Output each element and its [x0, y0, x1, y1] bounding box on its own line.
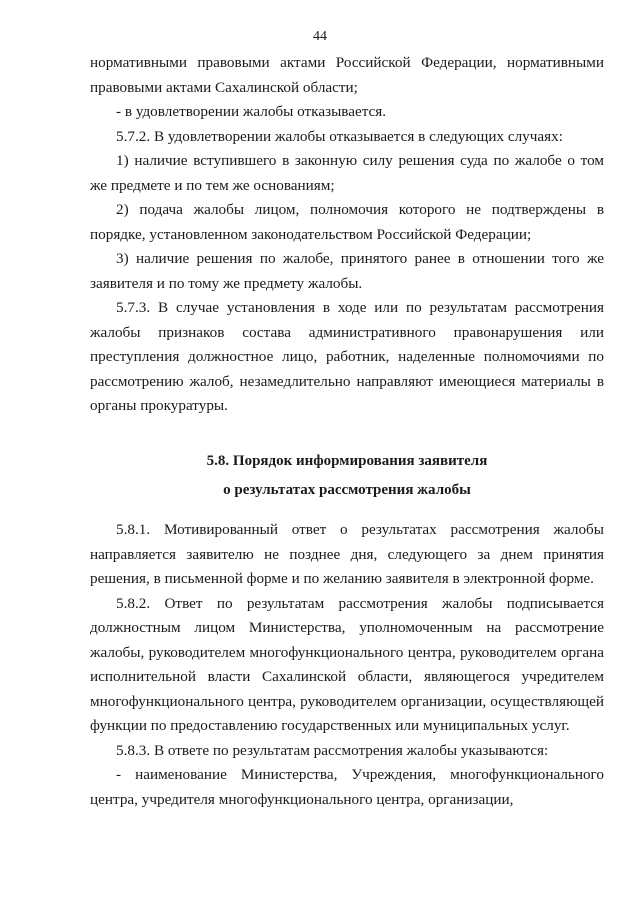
section-heading-line-2: о результатах рассмотрения жалобы [223, 482, 471, 498]
paragraph: 5.7.2. В удовлетворении жалобы отказывается в следующих случаях: [116, 127, 563, 145]
text-block-bottom [90, 518, 604, 812]
paragraph: 5.8.2. Ответ по результатам рассмотрения жалобы подписывается должностным лицом Министерства, уполномоченным на рассмотрение жалобы, руководителем многофункционального центра, руководителем органа исполнительной власти Сахалинской области, являющегося учредителем многофункционального центра, руководителем организации, осуществляющей функции по предоставлению государственных или муниципальных услуг. [90, 594, 604, 734]
paragraph: 5.8.3. В ответе по результатам рассмотрения жалобы указываются: [116, 741, 549, 759]
paragraph: нормативными правовыми актами Российской Федерации, нормативными правовыми актами Сахалинской области; [90, 54, 604, 96]
paragraph: 1) наличие вступившего в законную силу решения суда по жалобе о том же предмете и по тем же основаниям; [90, 152, 604, 194]
paragraph: 3) наличие решения по жалобе, принятого ранее в отношении того же заявителя и по тому же предмету жалобы. [90, 250, 604, 292]
paragraph: 5.8.1. Мотивированный ответ о результатах рассмотрения жалобы направляется заявителю не позднее дня, следующего за днем принятия решения, в письменной форме и по желанию заявителя в электронной форме. [90, 521, 604, 587]
paragraph: 5.7.3. В случае установления в ходе или по результатам рассмотрения жалобы признаков состава административного правонарушения или преступления должностное лицо, работник, наделенные полномочиями по рассмотрению жалоб, незамедлительно направляют имеющиеся материалы в органы прокуратуры. [90, 299, 604, 414]
paragraph: - наименование Министерства, Учреждения, многофункционального центра, учредителя многофункционального центра, организации, [90, 766, 604, 808]
paragraph: 2) подача жалобы лицом, полномочия которого не подтверждены в порядке, установленном законодательством Российской Федерации; [90, 201, 604, 243]
section-heading-line-1: 5.8. Порядок информирования заявителя [206, 453, 488, 469]
text-block-top [90, 51, 604, 419]
section-heading [90, 447, 604, 505]
paragraph: - в удовлетворении жалобы отказывается. [116, 103, 387, 120]
page-number: 44 [313, 29, 327, 44]
